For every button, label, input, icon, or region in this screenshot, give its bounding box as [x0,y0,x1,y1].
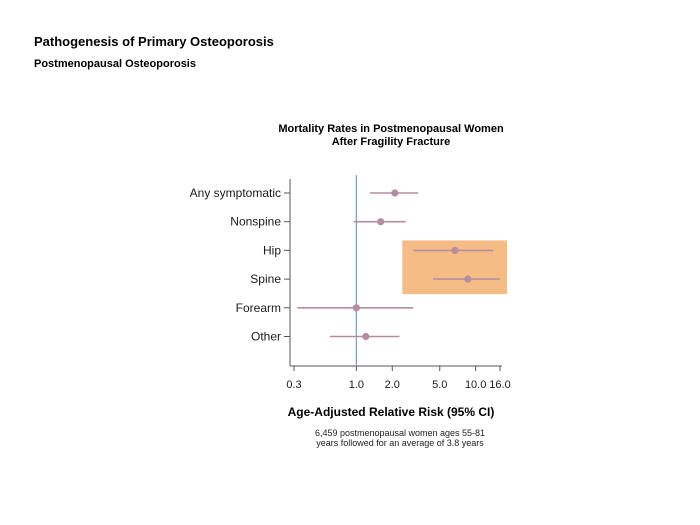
estimate-point-hip [451,247,458,254]
x-tick-label: 1.0 [348,379,365,391]
x-tick-label: 16.0 [489,379,511,391]
slide-title: Pathogenesis of Primary Osteoporosis [34,34,274,49]
x-tick-label: 2.0 [384,379,400,391]
estimate-point-spine [464,276,471,283]
footnote-line-1: 6,459 postmenopausal women ages 55-81 [314,428,486,438]
chart-title-line-1: Mortality Rates in Postmenopausal Women [278,123,504,135]
y-tick-label-spine: Spine [250,272,281,287]
y-tick-label-forearm: Forearm [235,300,281,315]
chart-title-line-2: After Fragility Fracture [331,136,451,148]
y-tick-label-other: Other [250,329,281,344]
y-tick-label-nonspine: Nonspine [230,214,281,229]
y-tick-label-hip: Hip [262,243,281,258]
footnote-line-2: years followed for an average of 3.8 years [316,438,484,448]
estimate-point-any-symptomatic [391,189,398,196]
estimate-point-nonspine [377,218,384,225]
estimate-point-other [362,333,369,340]
x-tick-label: 10.0 [464,379,487,391]
slide-subtitle: Postmenopausal Osteoporosis [34,58,196,70]
x-axis-label: Age-Adjusted Relative Risk (95% CI) [287,405,495,419]
x-tick-label: 5.0 [432,379,448,391]
x-tick-label: 0.3 [286,379,302,391]
y-tick-label-any-symptomatic: Any symptomatic [189,186,281,200]
estimate-point-forearm [353,304,360,311]
